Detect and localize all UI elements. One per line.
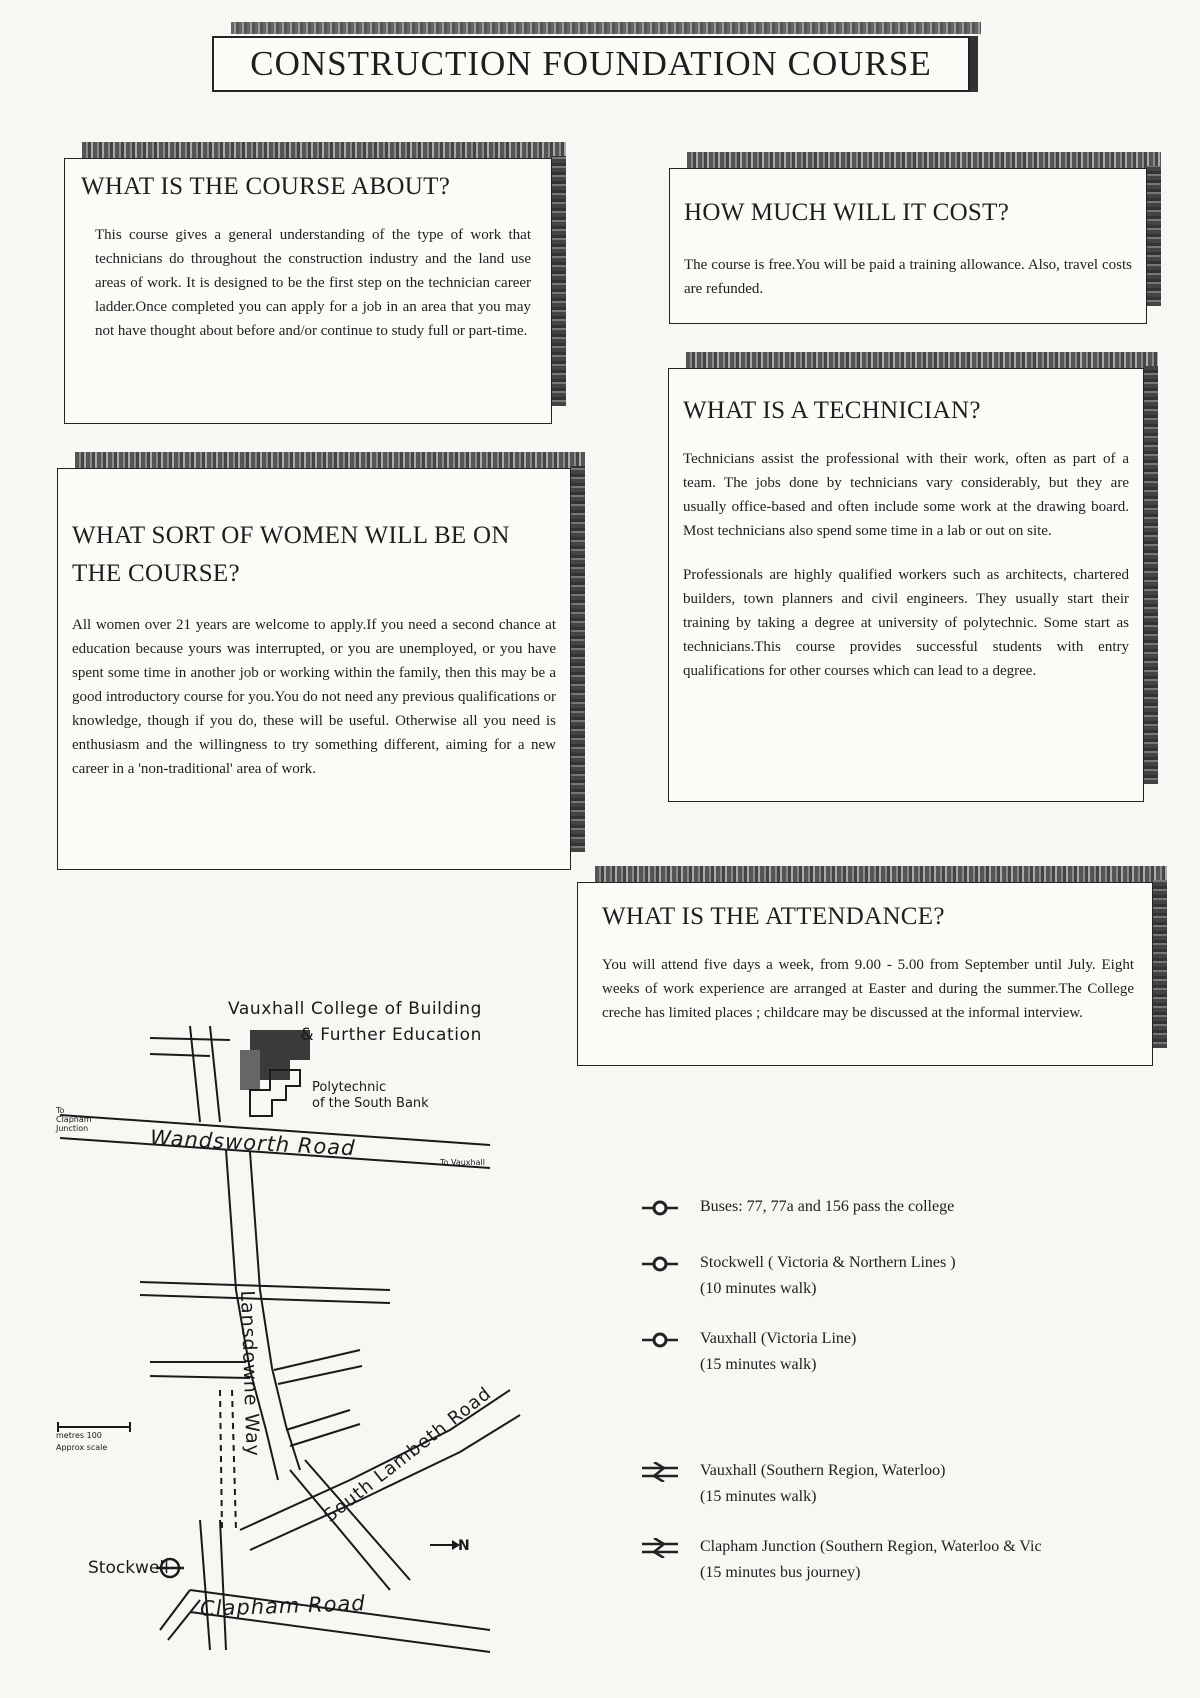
underground-icon xyxy=(640,1330,680,1350)
section-heading: HOW MUCH WILL IT COST? xyxy=(684,199,1010,226)
location-map xyxy=(50,990,570,1670)
map-label-line: metres 100 xyxy=(56,1431,102,1440)
section-heading: WHAT IS THE ATTENDANCE? xyxy=(602,903,945,930)
transport-text xyxy=(700,1250,956,1302)
panel-shade xyxy=(1147,166,1161,306)
map-label-college xyxy=(228,996,482,1048)
panel-box xyxy=(668,368,1144,802)
panel-box xyxy=(64,158,552,424)
panel-shade xyxy=(1153,880,1167,1048)
map-label-line: Approx scale xyxy=(56,1443,108,1452)
section-cost xyxy=(669,152,1161,324)
map-label-line: of the South Bank xyxy=(312,1096,429,1111)
transport-line2: (15 minutes bus journey) xyxy=(700,1564,861,1581)
section-body: This course gives a general understanding of the type of work that technicians do throughout the construction industry and the land use areas of work. It is designed to be the first step on the technician career ladder.Once completed you can apply for a job in an area that you may not have thought about before and/or continue to study full or part-time. xyxy=(95,227,531,339)
section-heading: WHAT IS A TECHNICIAN? xyxy=(683,397,981,424)
section-body: The course is free.You will be paid a training allowance. Also, travel costs are refunded. xyxy=(684,257,1132,297)
map-label-clapham: Clapham Road xyxy=(199,1591,367,1621)
transport-text xyxy=(700,1458,945,1510)
map-label-wandsworth: Wandsworth Road xyxy=(149,1125,357,1161)
panel-box xyxy=(57,468,571,870)
british-rail-icon xyxy=(640,1462,680,1482)
map-label-line: Vauxhall College of Building xyxy=(228,999,482,1019)
section-technician xyxy=(668,352,1158,802)
panel-shade xyxy=(552,156,566,406)
section-about xyxy=(64,142,566,424)
north-arrow-icon xyxy=(430,1540,460,1550)
panel-shade xyxy=(1144,366,1158,784)
panel-shade xyxy=(571,466,585,852)
panel-box xyxy=(577,882,1153,1066)
transport-line1: Clapham Junction (Southern Region, Waterloo & Vic xyxy=(700,1538,1042,1555)
transport-line1: Vauxhall (Victoria Line) xyxy=(700,1330,857,1347)
map-label-scale xyxy=(56,1430,107,1454)
transport-line1: Buses: 77, 77a and 156 pass the college xyxy=(700,1198,955,1215)
panel-box xyxy=(669,168,1147,324)
map-label-to-clapham: To Clapham Junction xyxy=(56,1106,92,1133)
section-heading: WHAT IS THE COURSE ABOUT? xyxy=(81,173,451,200)
map-label-lansdowne: Lansdowne Way xyxy=(236,1290,264,1458)
section-body: You will attend five days a week, from 9.00 - 5.00 from September until July. Eight weeks of work experience are arranged at Easter and during the summer.The College creche has limited places ; childcare may be discussed at the informal interview. xyxy=(602,957,1134,1021)
british-rail-icon xyxy=(640,1538,680,1558)
transport-line1: Stockwell ( Victoria & Northern Lines ) xyxy=(700,1254,956,1271)
section-attendance xyxy=(577,866,1167,1066)
bus-stop-icon xyxy=(640,1198,680,1218)
map-label-south-lambeth: South Lambeth Road xyxy=(320,1382,496,1527)
page-title: CONSTRUCTION FOUNDATION COURSE xyxy=(212,36,970,92)
transport-line1: Vauxhall (Southern Region, Waterloo) xyxy=(700,1462,946,1479)
transport-line2: (10 minutes walk) xyxy=(700,1280,817,1297)
map-label-line: Polytechnic xyxy=(312,1080,387,1095)
map-label-line: & Further Education xyxy=(300,1025,482,1045)
section-heading: WHAT SORT OF WOMEN WILL BE ON THE COURSE? xyxy=(72,522,510,587)
transport-text xyxy=(700,1534,1042,1586)
section-body: Professionals are highly qualified workers such as architects, chartered builders, town planners and civil engineers. They usually start their training by taking a degree at university of polytechnic. Some start as technicians.This course provides successful students with entry qualifications for other courses which can lead to a degree. xyxy=(683,567,1129,679)
section-body: All women over 21 years are welcome to apply.If you need a second chance at education because yours was interrupted, or you are unemployed, or you have spent some time in another job or working within the family, then this may be a good introductory course for you.You do not need any previous qualifications or knowledge, though if you do, these will be useful. Otherwise all you need is enthusiasm and the willingness to try something different, aiming for a new career in a 'non-traditional' area of work. xyxy=(72,617,556,777)
underground-icon xyxy=(640,1254,680,1274)
title-decoration xyxy=(231,22,981,34)
map-label-to-vauxhall: To Vauxhall xyxy=(440,1158,485,1167)
map-label-north: N xyxy=(458,1538,470,1554)
map-label-polytechnic xyxy=(312,1080,429,1112)
transport-line2: (15 minutes walk) xyxy=(700,1488,817,1505)
map-label-stockwell: Stockwell xyxy=(88,1558,169,1578)
section-body: Technicians assist the professional with their work, often as part of a team. The jobs done by technicians vary considerably, but they are usually office-based and often include some work at the drawing board. Most technicians also spend some time in a lab or out on site. xyxy=(683,451,1129,539)
section-women xyxy=(57,452,585,870)
transport-line2: (15 minutes walk) xyxy=(700,1356,817,1373)
transport-text xyxy=(700,1326,856,1378)
